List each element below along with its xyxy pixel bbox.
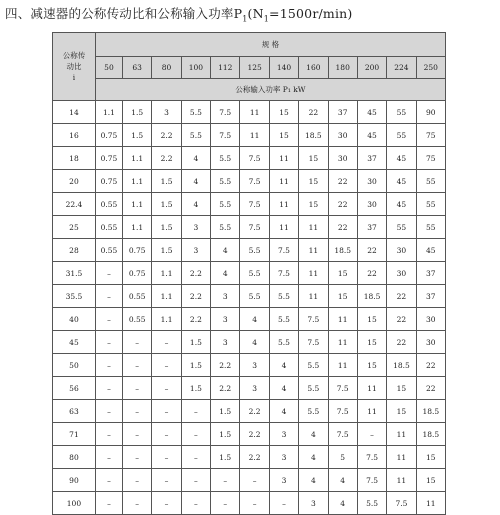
- power-cell: 30: [416, 331, 445, 354]
- power-cell: –: [211, 492, 240, 515]
- power-cell: –: [123, 331, 152, 354]
- ratio-header-line-1: 公称传: [62, 51, 86, 60]
- power-cell: 0.75: [123, 262, 152, 285]
- size-header-cell: 224: [387, 57, 416, 79]
- power-cell: 4: [269, 354, 298, 377]
- ratio-cell: 35.5: [53, 285, 96, 308]
- ratio-cell: 40: [53, 308, 96, 331]
- power-cell: 22: [416, 354, 445, 377]
- power-cell: 15: [269, 124, 298, 147]
- power-cell: 3: [152, 101, 181, 124]
- power-cell: 15: [299, 170, 328, 193]
- power-cell: 5.5: [299, 377, 328, 400]
- power-cell: 30: [328, 147, 357, 170]
- power-cell: 7.5: [357, 469, 386, 492]
- power-cell: 37: [328, 101, 357, 124]
- power-cell: 4: [211, 262, 240, 285]
- power-cell: 5.5: [211, 170, 240, 193]
- power-cell: 30: [328, 124, 357, 147]
- table-row: [53, 124, 446, 147]
- power-cell: 4: [299, 446, 328, 469]
- power-cell: –: [95, 262, 122, 285]
- power-cell: 1.5: [152, 216, 181, 239]
- power-cell: 5.5: [299, 354, 328, 377]
- power-cell: 2.2: [240, 446, 269, 469]
- power-cell: –: [181, 400, 210, 423]
- ratio-cell: 63: [53, 400, 96, 423]
- power-cell: –: [152, 377, 181, 400]
- power-cell: 11: [299, 262, 328, 285]
- power-cell: 3: [269, 446, 298, 469]
- power-cell: 4: [211, 239, 240, 262]
- power-cell: 45: [387, 193, 416, 216]
- power-cell: 1.1: [123, 216, 152, 239]
- power-cell: 15: [416, 446, 445, 469]
- power-cell: –: [123, 400, 152, 423]
- power-cell: 7.5: [328, 400, 357, 423]
- power-cell: 15: [328, 285, 357, 308]
- power-cell: –: [211, 469, 240, 492]
- power-cell: –: [95, 354, 122, 377]
- power-cell: –: [95, 492, 122, 515]
- power-cell: 1.5: [152, 170, 181, 193]
- power-cell: –: [152, 446, 181, 469]
- power-cell: 1.5: [181, 331, 210, 354]
- power-cell: 90: [416, 101, 445, 124]
- power-cell: 2.2: [211, 354, 240, 377]
- power-cell: 22: [387, 308, 416, 331]
- title-speed-value: =1500r/min): [269, 6, 353, 21]
- title-text: 四、减速器的公称传动比和公称输入功率P: [5, 6, 243, 21]
- power-cell: 2.2: [152, 124, 181, 147]
- power-cell: –: [123, 492, 152, 515]
- ratio-cell: 14: [53, 101, 96, 124]
- power-cell: –: [152, 354, 181, 377]
- power-cell: 3: [211, 285, 240, 308]
- power-cell: –: [152, 400, 181, 423]
- table-row: [53, 400, 446, 423]
- power-cell: 4: [240, 308, 269, 331]
- power-cell: 22: [299, 101, 328, 124]
- size-header-cell: 50: [95, 57, 122, 79]
- power-cell: 7.5: [387, 492, 416, 515]
- power-cell: –: [123, 377, 152, 400]
- power-cell: 55: [416, 170, 445, 193]
- power-cell: 1.5: [123, 124, 152, 147]
- power-cell: 5.5: [357, 492, 386, 515]
- power-cell: 7.5: [240, 193, 269, 216]
- power-cell: 1.5: [152, 239, 181, 262]
- power-cell: 5.5: [269, 331, 298, 354]
- power-cell: 4: [269, 400, 298, 423]
- power-cell: 0.55: [95, 193, 122, 216]
- ratio-cell: 45: [53, 331, 96, 354]
- power-cell: 18.5: [328, 239, 357, 262]
- power-cell: 11: [387, 423, 416, 446]
- power-cell: 45: [387, 147, 416, 170]
- power-cell: 5: [328, 446, 357, 469]
- power-cell: 11: [299, 285, 328, 308]
- power-cell: 4: [328, 492, 357, 515]
- power-cell: 5.5: [240, 285, 269, 308]
- power-cell: –: [181, 446, 210, 469]
- table-row: [53, 377, 446, 400]
- power-cell: 22: [357, 239, 386, 262]
- power-cell: 30: [357, 170, 386, 193]
- power-cell: 30: [357, 193, 386, 216]
- power-cell: 3: [240, 377, 269, 400]
- power-cell: 7.5: [269, 239, 298, 262]
- ratio-header-line-2: 动比: [66, 62, 82, 71]
- ratio-header-line-3: i: [72, 73, 76, 82]
- power-cell: –: [240, 469, 269, 492]
- power-cell: –: [123, 354, 152, 377]
- power-cell: 1.1: [123, 147, 152, 170]
- power-cell: 7.5: [211, 101, 240, 124]
- table-row: [53, 147, 446, 170]
- power-cell: 1.1: [95, 101, 122, 124]
- power-cell: –: [152, 469, 181, 492]
- title-p-subscript: 1: [242, 14, 248, 24]
- power-cell: 18.5: [416, 423, 445, 446]
- power-cell: 22: [328, 216, 357, 239]
- power-cell: 15: [357, 331, 386, 354]
- power-cell: 5.5: [181, 101, 210, 124]
- power-cell: 3: [269, 423, 298, 446]
- power-cell: 11: [328, 331, 357, 354]
- power-cell: 15: [299, 147, 328, 170]
- ratio-column-header: [53, 33, 96, 101]
- power-cell: 7.5: [299, 331, 328, 354]
- ratio-cell: 50: [53, 354, 96, 377]
- table-row: [53, 492, 446, 515]
- power-cell: 2.2: [211, 377, 240, 400]
- power-cell: –: [181, 492, 210, 515]
- ratio-cell: 20: [53, 170, 96, 193]
- power-cell: 7.5: [240, 216, 269, 239]
- power-cell: 18.5: [357, 285, 386, 308]
- ratio-cell: 25: [53, 216, 96, 239]
- power-cell: 37: [416, 262, 445, 285]
- power-cell: 5.5: [299, 400, 328, 423]
- power-cell: 30: [387, 262, 416, 285]
- power-cell: –: [357, 423, 386, 446]
- power-cell: 22: [328, 170, 357, 193]
- power-cell: 37: [416, 285, 445, 308]
- power-cell: 15: [416, 469, 445, 492]
- ratio-cell: 71: [53, 423, 96, 446]
- power-cell: 4: [299, 469, 328, 492]
- ratio-cell: 31.5: [53, 262, 96, 285]
- power-cell: 1.1: [152, 308, 181, 331]
- size-header-cell: 180: [328, 57, 357, 79]
- size-header-cell: 140: [269, 57, 298, 79]
- power-cell: 7.5: [211, 124, 240, 147]
- table-row: [53, 170, 446, 193]
- power-cell: 7.5: [328, 423, 357, 446]
- power-cell: 11: [269, 193, 298, 216]
- power-cell: 7.5: [240, 147, 269, 170]
- power-cell: –: [95, 331, 122, 354]
- power-cell: 3: [181, 216, 210, 239]
- power-cell: 37: [357, 147, 386, 170]
- page-title: [5, 6, 352, 28]
- power-cell: 18.5: [416, 400, 445, 423]
- power-cell: 0.55: [123, 285, 152, 308]
- size-header-cell: 250: [416, 57, 445, 79]
- power-cell: 11: [416, 492, 445, 515]
- power-cell: 45: [357, 124, 386, 147]
- power-cell: 7.5: [328, 377, 357, 400]
- power-cell: 11: [387, 469, 416, 492]
- power-cell: 55: [416, 193, 445, 216]
- power-cell: 11: [299, 239, 328, 262]
- ratio-power-table: [52, 32, 446, 515]
- table-row: [53, 262, 446, 285]
- ratio-cell: 80: [53, 446, 96, 469]
- size-header-cell: 100: [181, 57, 210, 79]
- power-cell: 55: [416, 216, 445, 239]
- power-cell: 5.5: [240, 239, 269, 262]
- power-cell: 2.2: [181, 285, 210, 308]
- power-cell: 11: [328, 354, 357, 377]
- power-cell: 55: [387, 101, 416, 124]
- power-cell: 0.55: [95, 216, 122, 239]
- power-cell: 4: [181, 170, 210, 193]
- power-cell: 15: [387, 377, 416, 400]
- table-row: [53, 285, 446, 308]
- power-cell: 30: [387, 239, 416, 262]
- power-cell: 45: [387, 170, 416, 193]
- power-cell: 45: [357, 101, 386, 124]
- table-row: [53, 101, 446, 124]
- power-cell: 1.1: [152, 285, 181, 308]
- table-row: [53, 308, 446, 331]
- power-cell: 0.75: [123, 239, 152, 262]
- power-cell: 30: [416, 308, 445, 331]
- power-cell: 1.5: [181, 354, 210, 377]
- power-cell: –: [240, 492, 269, 515]
- ratio-cell: 16: [53, 124, 96, 147]
- power-cell: 2.2: [152, 147, 181, 170]
- power-cell: –: [269, 492, 298, 515]
- table-row: [53, 331, 446, 354]
- size-header-cell: 160: [299, 57, 328, 79]
- power-cell: 2.2: [240, 400, 269, 423]
- power-cell: 75: [416, 124, 445, 147]
- power-cell: –: [95, 377, 122, 400]
- table-row: [53, 216, 446, 239]
- power-cell: 11: [387, 446, 416, 469]
- table-row: [53, 469, 446, 492]
- power-cell: 0.75: [95, 124, 122, 147]
- power-cell: 1.1: [123, 193, 152, 216]
- power-cell: 15: [387, 400, 416, 423]
- power-cell: 4: [299, 423, 328, 446]
- ratio-cell: 56: [53, 377, 96, 400]
- table-row: [53, 423, 446, 446]
- power-cell: –: [95, 308, 122, 331]
- power-cell: 1.5: [211, 446, 240, 469]
- table-row: [53, 239, 446, 262]
- size-header-cell: 63: [123, 57, 152, 79]
- power-cell: 11: [269, 216, 298, 239]
- power-cell: 4: [328, 469, 357, 492]
- power-cell: 3: [181, 239, 210, 262]
- power-cell: 11: [240, 101, 269, 124]
- power-cell: 15: [299, 193, 328, 216]
- power-cell: 15: [357, 308, 386, 331]
- size-header-cell: 112: [211, 57, 240, 79]
- power-cell: –: [123, 423, 152, 446]
- table-row: [53, 193, 446, 216]
- power-cell: 22: [387, 285, 416, 308]
- power-cell: –: [152, 492, 181, 515]
- power-cell: 3: [240, 354, 269, 377]
- power-cell: 1.5: [123, 101, 152, 124]
- power-cell: 3: [211, 308, 240, 331]
- power-cell: 11: [328, 308, 357, 331]
- power-cell: 5.5: [211, 216, 240, 239]
- power-cell: –: [181, 423, 210, 446]
- power-cell: 5.5: [240, 262, 269, 285]
- ratio-cell: 18: [53, 147, 96, 170]
- size-header-cell: 200: [357, 57, 386, 79]
- power-cell: 37: [357, 216, 386, 239]
- table-body: [53, 101, 446, 515]
- power-cell: 18.5: [387, 354, 416, 377]
- power-cell: 1.5: [211, 400, 240, 423]
- power-cell: 4: [181, 147, 210, 170]
- power-cell: 7.5: [240, 170, 269, 193]
- power-cell: 5.5: [269, 308, 298, 331]
- power-cell: –: [181, 469, 210, 492]
- power-cell: 22: [357, 262, 386, 285]
- power-cell: 5.5: [269, 285, 298, 308]
- power-cell: –: [95, 400, 122, 423]
- power-cell: 2.2: [181, 308, 210, 331]
- power-cell: 7.5: [299, 308, 328, 331]
- power-cell: 75: [416, 147, 445, 170]
- power-cell: 1.5: [211, 423, 240, 446]
- power-cell: 7.5: [357, 446, 386, 469]
- power-cell: –: [152, 331, 181, 354]
- table-row: [53, 446, 446, 469]
- power-cell: 3: [299, 492, 328, 515]
- power-cell: 22: [328, 193, 357, 216]
- power-cell: 0.75: [95, 170, 122, 193]
- power-cell: 5.5: [211, 147, 240, 170]
- power-cell: 18.5: [299, 124, 328, 147]
- power-cell: 4: [269, 377, 298, 400]
- power-cell: 0.55: [95, 239, 122, 262]
- power-header: 公称输入功率 P₁ kW: [95, 79, 445, 101]
- power-cell: –: [123, 446, 152, 469]
- table-row: [53, 354, 446, 377]
- title-speed-label: (N: [247, 6, 264, 21]
- power-cell: 7.5: [269, 262, 298, 285]
- power-cell: –: [95, 423, 122, 446]
- ratio-cell: 22.4: [53, 193, 96, 216]
- power-cell: 3: [269, 469, 298, 492]
- ratio-cell: 100: [53, 492, 96, 515]
- power-cell: 11: [240, 124, 269, 147]
- power-cell: 1.5: [152, 193, 181, 216]
- power-cell: 45: [416, 239, 445, 262]
- power-cell: 22: [416, 377, 445, 400]
- power-cell: 11: [357, 377, 386, 400]
- power-cell: 1.1: [123, 170, 152, 193]
- power-cell: 5.5: [211, 193, 240, 216]
- power-cell: 4: [181, 193, 210, 216]
- power-cell: –: [95, 285, 122, 308]
- power-cell: 2.2: [181, 262, 210, 285]
- power-cell: 11: [269, 147, 298, 170]
- power-cell: 55: [387, 124, 416, 147]
- spec-header: 规 格: [95, 33, 445, 57]
- power-cell: 11: [299, 216, 328, 239]
- power-cell: 4: [240, 331, 269, 354]
- power-cell: 15: [269, 101, 298, 124]
- power-cell: 15: [328, 262, 357, 285]
- size-header-cell: 125: [240, 57, 269, 79]
- power-cell: 0.75: [95, 147, 122, 170]
- power-cell: 11: [269, 170, 298, 193]
- power-cell: 0.55: [123, 308, 152, 331]
- power-cell: –: [123, 469, 152, 492]
- title-n-subscript: 1: [263, 14, 270, 24]
- size-header-row: [53, 57, 446, 79]
- power-cell: 15: [357, 354, 386, 377]
- power-cell: 5.5: [181, 124, 210, 147]
- power-cell: 1.1: [152, 262, 181, 285]
- power-cell: 1.5: [181, 377, 210, 400]
- power-cell: –: [95, 446, 122, 469]
- power-cell: 55: [387, 216, 416, 239]
- size-header-cell: 80: [152, 57, 181, 79]
- power-cell: 22: [387, 331, 416, 354]
- ratio-cell: 90: [53, 469, 96, 492]
- ratio-cell: 28: [53, 239, 96, 262]
- power-cell: –: [152, 423, 181, 446]
- power-cell: 3: [211, 331, 240, 354]
- power-cell: –: [95, 469, 122, 492]
- power-cell: 11: [357, 400, 386, 423]
- power-cell: 2.2: [240, 423, 269, 446]
